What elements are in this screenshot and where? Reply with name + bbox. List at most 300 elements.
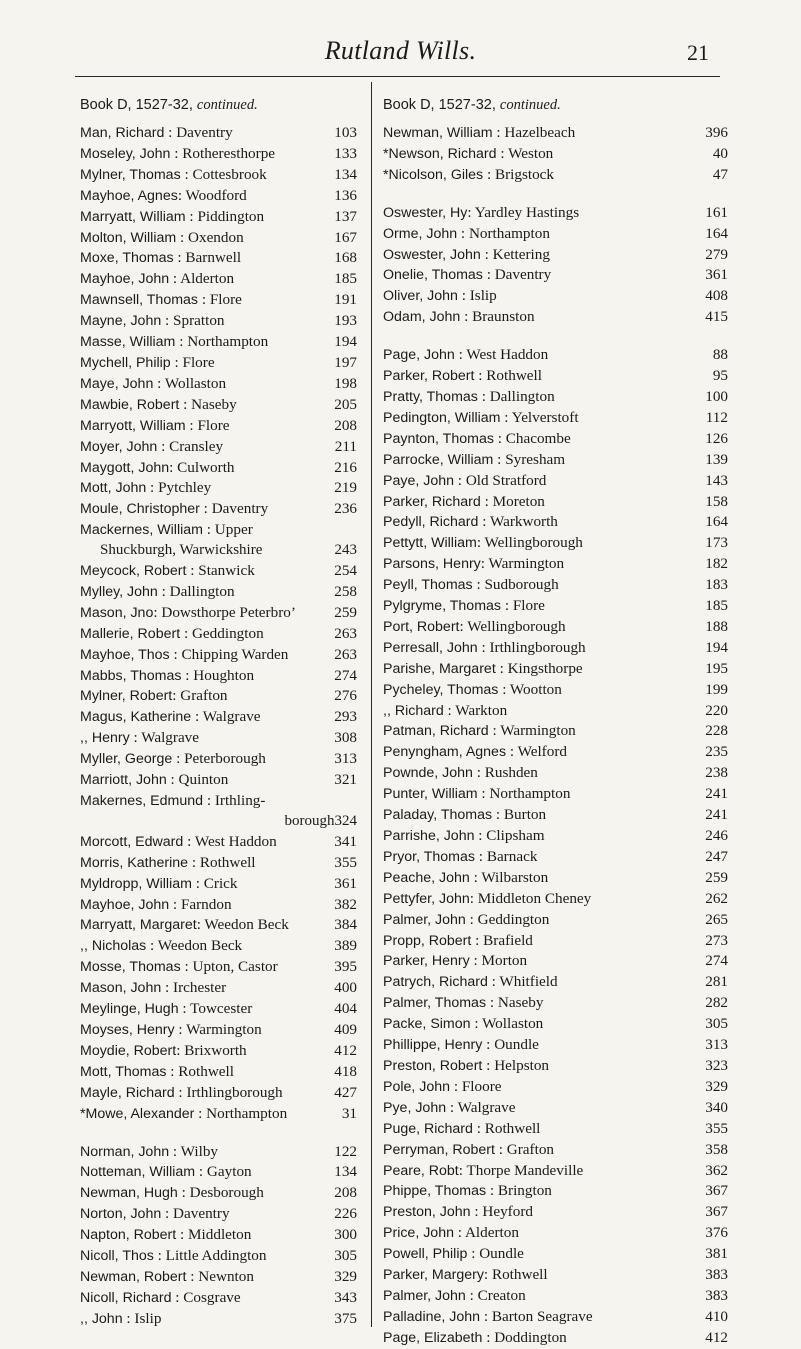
entry-place: : Irthlingborough	[477, 638, 586, 656]
entry-name: Meycock, Robert	[80, 563, 187, 580]
entry-page: 396	[705, 124, 728, 141]
entry-page: 137	[334, 207, 357, 225]
index-entry	[80, 437, 357, 458]
entry-name: Pownde, John	[383, 765, 473, 782]
entry-place: : Spratton	[161, 312, 225, 330]
entry-name: Paye, John	[383, 472, 454, 489]
entry-place: : Hazelbeach	[492, 124, 576, 141]
entry-place: : Yardley Hastings	[467, 203, 580, 221]
entry-text	[383, 1181, 552, 1202]
entry-page: 40	[712, 144, 728, 162]
entry-name: Mabbs, Thomas	[80, 667, 182, 684]
entry-place: : Stanwick	[186, 562, 255, 580]
entry-page: 381	[705, 1245, 728, 1263]
entry-name: Powell, Philip	[383, 1246, 468, 1263]
entry-name: Mylner, Robert	[80, 688, 173, 705]
entry-name: Mychell, Philip	[80, 354, 171, 371]
entry-page: 361	[334, 874, 357, 892]
entry-page: 188	[705, 617, 728, 635]
entry-place: : Warmington	[480, 555, 565, 573]
entry-text	[80, 1083, 283, 1104]
index-entry	[383, 1161, 728, 1182]
entry-place: : West Haddon	[183, 832, 277, 850]
entry-place: : Crick	[191, 874, 238, 892]
entry-place: : Wilby	[169, 1142, 219, 1160]
entry-page: 247	[705, 847, 728, 865]
entry-place: : Dallington	[477, 387, 555, 405]
entry-text	[383, 826, 545, 847]
entry-page: 404	[334, 1000, 357, 1018]
index-entry	[383, 366, 728, 387]
entry-page: 415	[705, 308, 728, 326]
entry-text	[383, 575, 559, 596]
entry-text	[80, 1183, 264, 1204]
index-entry	[80, 478, 357, 499]
entry-name: Magus, Katherine	[80, 709, 192, 726]
index-entry	[80, 1267, 357, 1288]
entry-text	[383, 307, 535, 328]
entry-place: : Alderton	[169, 270, 235, 288]
entry-page: 305	[334, 1247, 357, 1265]
entry-page: 305	[705, 1015, 728, 1033]
entry-page: 168	[334, 249, 357, 267]
index-entry	[383, 784, 728, 805]
entry-name: Port, Robert	[383, 618, 460, 635]
entry-text	[80, 895, 232, 916]
entry-name: Mayhoe, John	[80, 271, 170, 288]
entry-page: 199	[705, 680, 728, 698]
entry-page: 143	[705, 471, 728, 489]
index-entry	[80, 248, 357, 269]
entry-name: Nicoll, Richard	[80, 1289, 172, 1306]
index-entry	[383, 931, 728, 952]
entry-text	[383, 533, 583, 554]
entry-place: : Rotheresthorpe	[170, 144, 276, 162]
index-entry	[80, 1309, 357, 1330]
entry-place: : Walgrave	[446, 1098, 516, 1116]
entry-page: 246	[705, 827, 728, 844]
entry-name: Patman, Richard	[383, 723, 489, 740]
column-divider	[371, 82, 372, 1327]
entry-page: 182	[705, 555, 728, 573]
entry-name: Moyer, John	[80, 438, 158, 455]
index-entry	[383, 471, 728, 492]
entry-name: Maygott, John	[80, 459, 170, 476]
index-entry	[383, 1181, 728, 1202]
entry-text	[383, 1077, 502, 1098]
entry-page: 220	[705, 701, 728, 719]
entry-place: : Barnack	[475, 847, 538, 865]
index-entry	[80, 749, 357, 770]
index-entry	[80, 624, 357, 645]
entry-text	[383, 931, 533, 952]
index-entry	[80, 165, 357, 186]
entry-text	[80, 1104, 287, 1125]
entry-place: : Flore	[198, 291, 242, 309]
entry-place: : Rothwell	[188, 853, 256, 871]
entry-text	[383, 721, 576, 742]
entry-page: 164	[705, 224, 728, 242]
entry-text	[80, 248, 241, 269]
entry-place: : Walgrave	[191, 708, 261, 726]
entry-text	[383, 492, 545, 513]
entry-name: Mackernes, William	[80, 522, 203, 539]
entry-place: : Wellingborough	[459, 617, 566, 635]
entry-text	[383, 245, 550, 266]
entry-page: 103	[334, 124, 357, 141]
index-entry	[383, 993, 728, 1014]
entry-place: : Pytchley	[146, 479, 212, 497]
index-entry	[383, 1140, 728, 1161]
entry-page: 382	[334, 895, 357, 913]
entry-text	[383, 784, 570, 805]
index-entry	[80, 374, 357, 395]
index-entry	[80, 186, 357, 207]
index-entry	[383, 638, 728, 659]
entry-page: 329	[334, 1267, 357, 1285]
entry-text	[383, 1286, 526, 1307]
entry-place: : Braunston	[460, 308, 535, 326]
entry-name: Mylley, John	[80, 583, 158, 600]
entry-text	[383, 951, 527, 972]
entry-name: ,, Nicholas	[80, 938, 147, 955]
entry-text	[383, 1140, 554, 1161]
entry-name: Napton, Robert	[80, 1227, 177, 1244]
entry-text	[80, 395, 237, 416]
entry-text	[383, 1307, 593, 1328]
entry-place: : Barnwell	[173, 249, 242, 267]
entry-place: : Thorpe Mandeville	[458, 1161, 584, 1179]
entry-name: Maye, John	[80, 375, 154, 392]
entry-place: : Oxendon	[176, 228, 244, 246]
entry-place: : Wollaston	[153, 374, 227, 392]
index-entry	[80, 395, 357, 416]
index-entry	[80, 603, 357, 624]
index-entry	[80, 144, 357, 165]
entry-page: 161	[705, 203, 728, 221]
entry-page: 343	[334, 1288, 357, 1306]
entry-place: : Irchester	[161, 979, 227, 997]
entry-page: 31	[341, 1104, 357, 1122]
entry-page: 395	[334, 958, 357, 976]
index-entry	[383, 1307, 728, 1328]
index-entry	[80, 1104, 357, 1125]
entry-page: 358	[705, 1140, 728, 1158]
index-entry	[80, 332, 357, 353]
entry-page: 409	[334, 1020, 357, 1038]
entry-place: : Irthling-	[203, 792, 266, 809]
entry-name: Moseley, John	[80, 145, 171, 162]
entry-page: 281	[705, 973, 728, 991]
entry-place: : Sudborough	[472, 576, 559, 594]
group-gap	[383, 186, 728, 203]
entry-page: 208	[334, 1184, 357, 1202]
entry-name: Penyngham, Agnes	[383, 744, 507, 761]
entry-text	[383, 165, 554, 186]
entry-name: Moule, Christopher	[80, 501, 200, 518]
entry-text	[80, 1020, 262, 1041]
entry-place: : Oundle	[467, 1245, 524, 1263]
entry-place: : Old Stratford	[454, 471, 547, 489]
index-entry	[383, 575, 728, 596]
index-entry	[383, 450, 728, 471]
index-entry	[80, 1020, 357, 1041]
left-entries	[80, 123, 357, 1330]
entry-text	[80, 1041, 247, 1062]
entry-page: 208	[334, 416, 357, 434]
entry-place: : Walgrave	[129, 729, 200, 747]
index-entry	[383, 1014, 728, 1035]
entry-place: : Morton	[469, 952, 528, 970]
entry-page: 136	[334, 186, 357, 204]
entry-page: 134	[334, 165, 357, 183]
entry-place: : Rothwell	[166, 1062, 234, 1080]
entry-name: Pye, John	[383, 1099, 447, 1116]
entry-place: : Rothwell	[474, 367, 542, 385]
index-entry	[383, 165, 728, 186]
entry-place: : Culworth	[169, 458, 235, 476]
entry-place: : Northampton	[477, 785, 571, 803]
entry-name: Palmer, John	[383, 1287, 466, 1304]
entry-text	[80, 1246, 267, 1267]
entry-name: Parishe, Margaret	[383, 660, 496, 677]
index-entry	[80, 311, 357, 332]
entry-page: 164	[705, 513, 728, 531]
entry-place: : Chacombe	[493, 429, 571, 447]
entry-name: Odam, John	[383, 309, 461, 326]
entry-name: Morris, Katherine	[80, 854, 189, 871]
entry-text	[383, 450, 565, 471]
entry-text	[80, 353, 215, 374]
entry-place: : Wellingborough	[476, 534, 583, 552]
entry-name: Marryatt, William	[80, 208, 186, 225]
entry-name: Notteman, William	[80, 1164, 196, 1181]
entry-page: 126	[705, 429, 728, 447]
entry-page: 258	[334, 582, 357, 600]
entry-text	[80, 770, 228, 791]
index-entry	[80, 269, 357, 290]
index-entry	[80, 1162, 357, 1183]
entry-name: Parsons, Henry	[383, 556, 481, 573]
entry-text	[383, 1119, 540, 1140]
entry-page: 197	[334, 353, 357, 371]
entry-name: Parker, Robert	[383, 368, 475, 385]
entry-place: : Kingsthorpe	[495, 659, 583, 677]
index-entry	[383, 910, 728, 931]
page-number: 21	[687, 40, 709, 65]
entry-page: 185	[334, 270, 357, 288]
entry-page: 313	[334, 750, 357, 768]
entry-text	[383, 408, 579, 429]
index-entry	[80, 791, 357, 832]
index-entry	[383, 826, 728, 847]
entry-place: : Dallington	[157, 582, 235, 600]
entry-name: Mawbie, Robert	[80, 396, 180, 413]
entry-name: Perresall, John	[383, 639, 478, 656]
entry-line	[80, 520, 357, 541]
entry-place: : Weston	[496, 144, 554, 162]
entry-text	[383, 972, 558, 993]
index-entry	[80, 853, 357, 874]
entry-name: Peache, John	[383, 869, 470, 886]
entry-text	[80, 582, 235, 603]
entry-name: Molton, William	[80, 229, 177, 246]
entry-place: : Naseby	[486, 994, 544, 1012]
entry-place: : Wilbarston	[469, 868, 549, 886]
entry-name: Mayhoe, Agnes	[80, 187, 178, 204]
entry-page: 375	[334, 1309, 357, 1327]
entry-text	[80, 561, 255, 582]
entry-page: 341	[334, 832, 357, 850]
left-column-heading: Book D, 1527-32, continued.	[80, 97, 258, 113]
entry-name: Parker, Henry	[383, 953, 470, 970]
right-entries	[383, 123, 728, 1349]
index-entry	[80, 1062, 357, 1083]
entry-name: *Nicolson, Giles	[383, 166, 484, 183]
entry-page: 367	[705, 1182, 728, 1200]
entry-name: ,, Richard	[383, 702, 444, 719]
entry-page: 383	[705, 1286, 728, 1304]
entry-text	[80, 1142, 218, 1163]
index-entry	[383, 742, 728, 763]
entry-line	[80, 791, 357, 812]
entry-name: Man, Richard	[80, 125, 165, 141]
entry-text	[80, 228, 244, 249]
index-entry	[80, 707, 357, 728]
index-entry	[383, 972, 728, 993]
index-entry	[383, 554, 728, 575]
entry-text	[383, 638, 586, 659]
entry-name: Page, Elizabeth	[383, 1329, 483, 1346]
entry-name: Parrocke, William	[383, 451, 494, 468]
entry-text	[383, 1035, 539, 1056]
entry-name: Moxe, Thomas	[80, 250, 174, 267]
entry-page: 412	[705, 1328, 728, 1346]
index-entry	[80, 1183, 357, 1204]
entry-name: Mawnsell, Thomas	[80, 292, 199, 309]
entry-name: Parker, Margery	[383, 1267, 484, 1284]
index-entry	[80, 458, 357, 479]
entry-page: 195	[705, 659, 728, 677]
entry-text	[80, 437, 223, 458]
entry-place-cont: Shuckburgh, Warwickshire	[100, 542, 263, 559]
index-entry	[80, 915, 357, 936]
entry-place: : Warmington	[488, 722, 576, 740]
entry-place: : Helpston	[482, 1056, 550, 1074]
entry-name: Palmer, John	[383, 911, 466, 928]
index-entry	[80, 728, 357, 749]
index-entry	[383, 492, 728, 513]
entry-page: 427	[334, 1083, 357, 1101]
index-entry	[80, 207, 357, 228]
entry-place: : Clipsham	[474, 827, 545, 844]
entry-name: Norton, John	[80, 1206, 162, 1223]
entry-place: : Brixworth	[176, 1041, 247, 1059]
entry-place: : Upton, Castor	[180, 958, 278, 976]
entry-place: : Islip	[457, 287, 497, 305]
header-rule	[75, 76, 720, 77]
page-header	[0, 0, 801, 92]
entry-text	[383, 345, 548, 366]
entry-page: 185	[705, 597, 728, 615]
entry-name: Pole, John	[383, 1078, 451, 1095]
entry-name: Perryman, Robert	[383, 1141, 495, 1158]
entry-page: 243	[334, 542, 357, 559]
entry-name: Newman, Hugh	[80, 1185, 178, 1202]
entry-name: Mott, Thomas	[80, 1063, 167, 1080]
entry-name: Paynton, Thomas	[383, 430, 494, 447]
entry-text	[80, 1225, 251, 1246]
entry-text	[80, 269, 234, 290]
entry-place: : Northampton	[175, 333, 269, 351]
entry-name: Pettytt, William	[383, 535, 477, 552]
index-entry	[383, 805, 728, 826]
entry-text	[80, 374, 226, 395]
entry-name: Mott, John	[80, 480, 147, 497]
entry-page: 134	[334, 1163, 357, 1181]
entry-place: : Middleton	[176, 1226, 252, 1244]
entry-text	[80, 207, 264, 228]
entry-page: 100	[705, 387, 728, 405]
entry-page: 279	[705, 245, 728, 263]
entry-page: 139	[705, 450, 728, 468]
entry-place: : Desborough	[177, 1184, 264, 1202]
entry-text	[80, 1309, 161, 1330]
index-entry	[383, 763, 728, 784]
entry-place: : Dowsthorpe Peterbro’	[153, 603, 296, 621]
entry-page: 241	[705, 785, 728, 803]
entry-name: Peare, Robt	[383, 1162, 459, 1179]
entry-place: : Heyford	[470, 1203, 533, 1221]
index-entry	[383, 951, 728, 972]
entry-name: Parker, Richard	[383, 493, 481, 510]
entry-text	[80, 1288, 241, 1309]
entry-name: Parrishe, John	[383, 828, 475, 844]
entry-name: Mayle, Richard	[80, 1084, 175, 1101]
entry-name: Page, John	[383, 347, 455, 364]
index-entry	[383, 265, 728, 286]
entry-place: : Oundle	[482, 1036, 539, 1054]
index-entry	[80, 895, 357, 916]
entry-place: : Burton	[492, 806, 547, 824]
entry-place: : Northampton	[457, 224, 550, 242]
entry-page: 173	[705, 534, 728, 552]
index-entry	[80, 582, 357, 603]
index-entry	[383, 721, 728, 742]
index-entry	[80, 290, 357, 311]
entry-page: 236	[334, 500, 357, 518]
entry-page: 47	[712, 165, 728, 183]
entry-text	[383, 596, 545, 617]
entry-place: : Daventry	[199, 500, 269, 518]
entry-place: : Quinton	[166, 771, 229, 789]
entry-page: 400	[334, 979, 357, 997]
entry-place: : Rothwell	[472, 1119, 541, 1137]
entry-place: : Newnton	[186, 1267, 254, 1285]
entry-text	[80, 1204, 230, 1225]
entry-name: Pylgryme, Thomas	[383, 598, 502, 615]
right-column	[383, 96, 728, 1349]
entry-text	[80, 936, 242, 957]
entry-name: Packe, Simon	[383, 1016, 471, 1033]
entry-name: Mallerie, Robert	[80, 625, 181, 642]
index-entry	[80, 228, 357, 249]
entry-page: 194	[334, 333, 357, 351]
entry-place: : Floore	[450, 1077, 502, 1095]
entry-text	[80, 749, 266, 770]
index-entry	[80, 874, 357, 895]
entry-place: : Alderton	[453, 1224, 519, 1242]
